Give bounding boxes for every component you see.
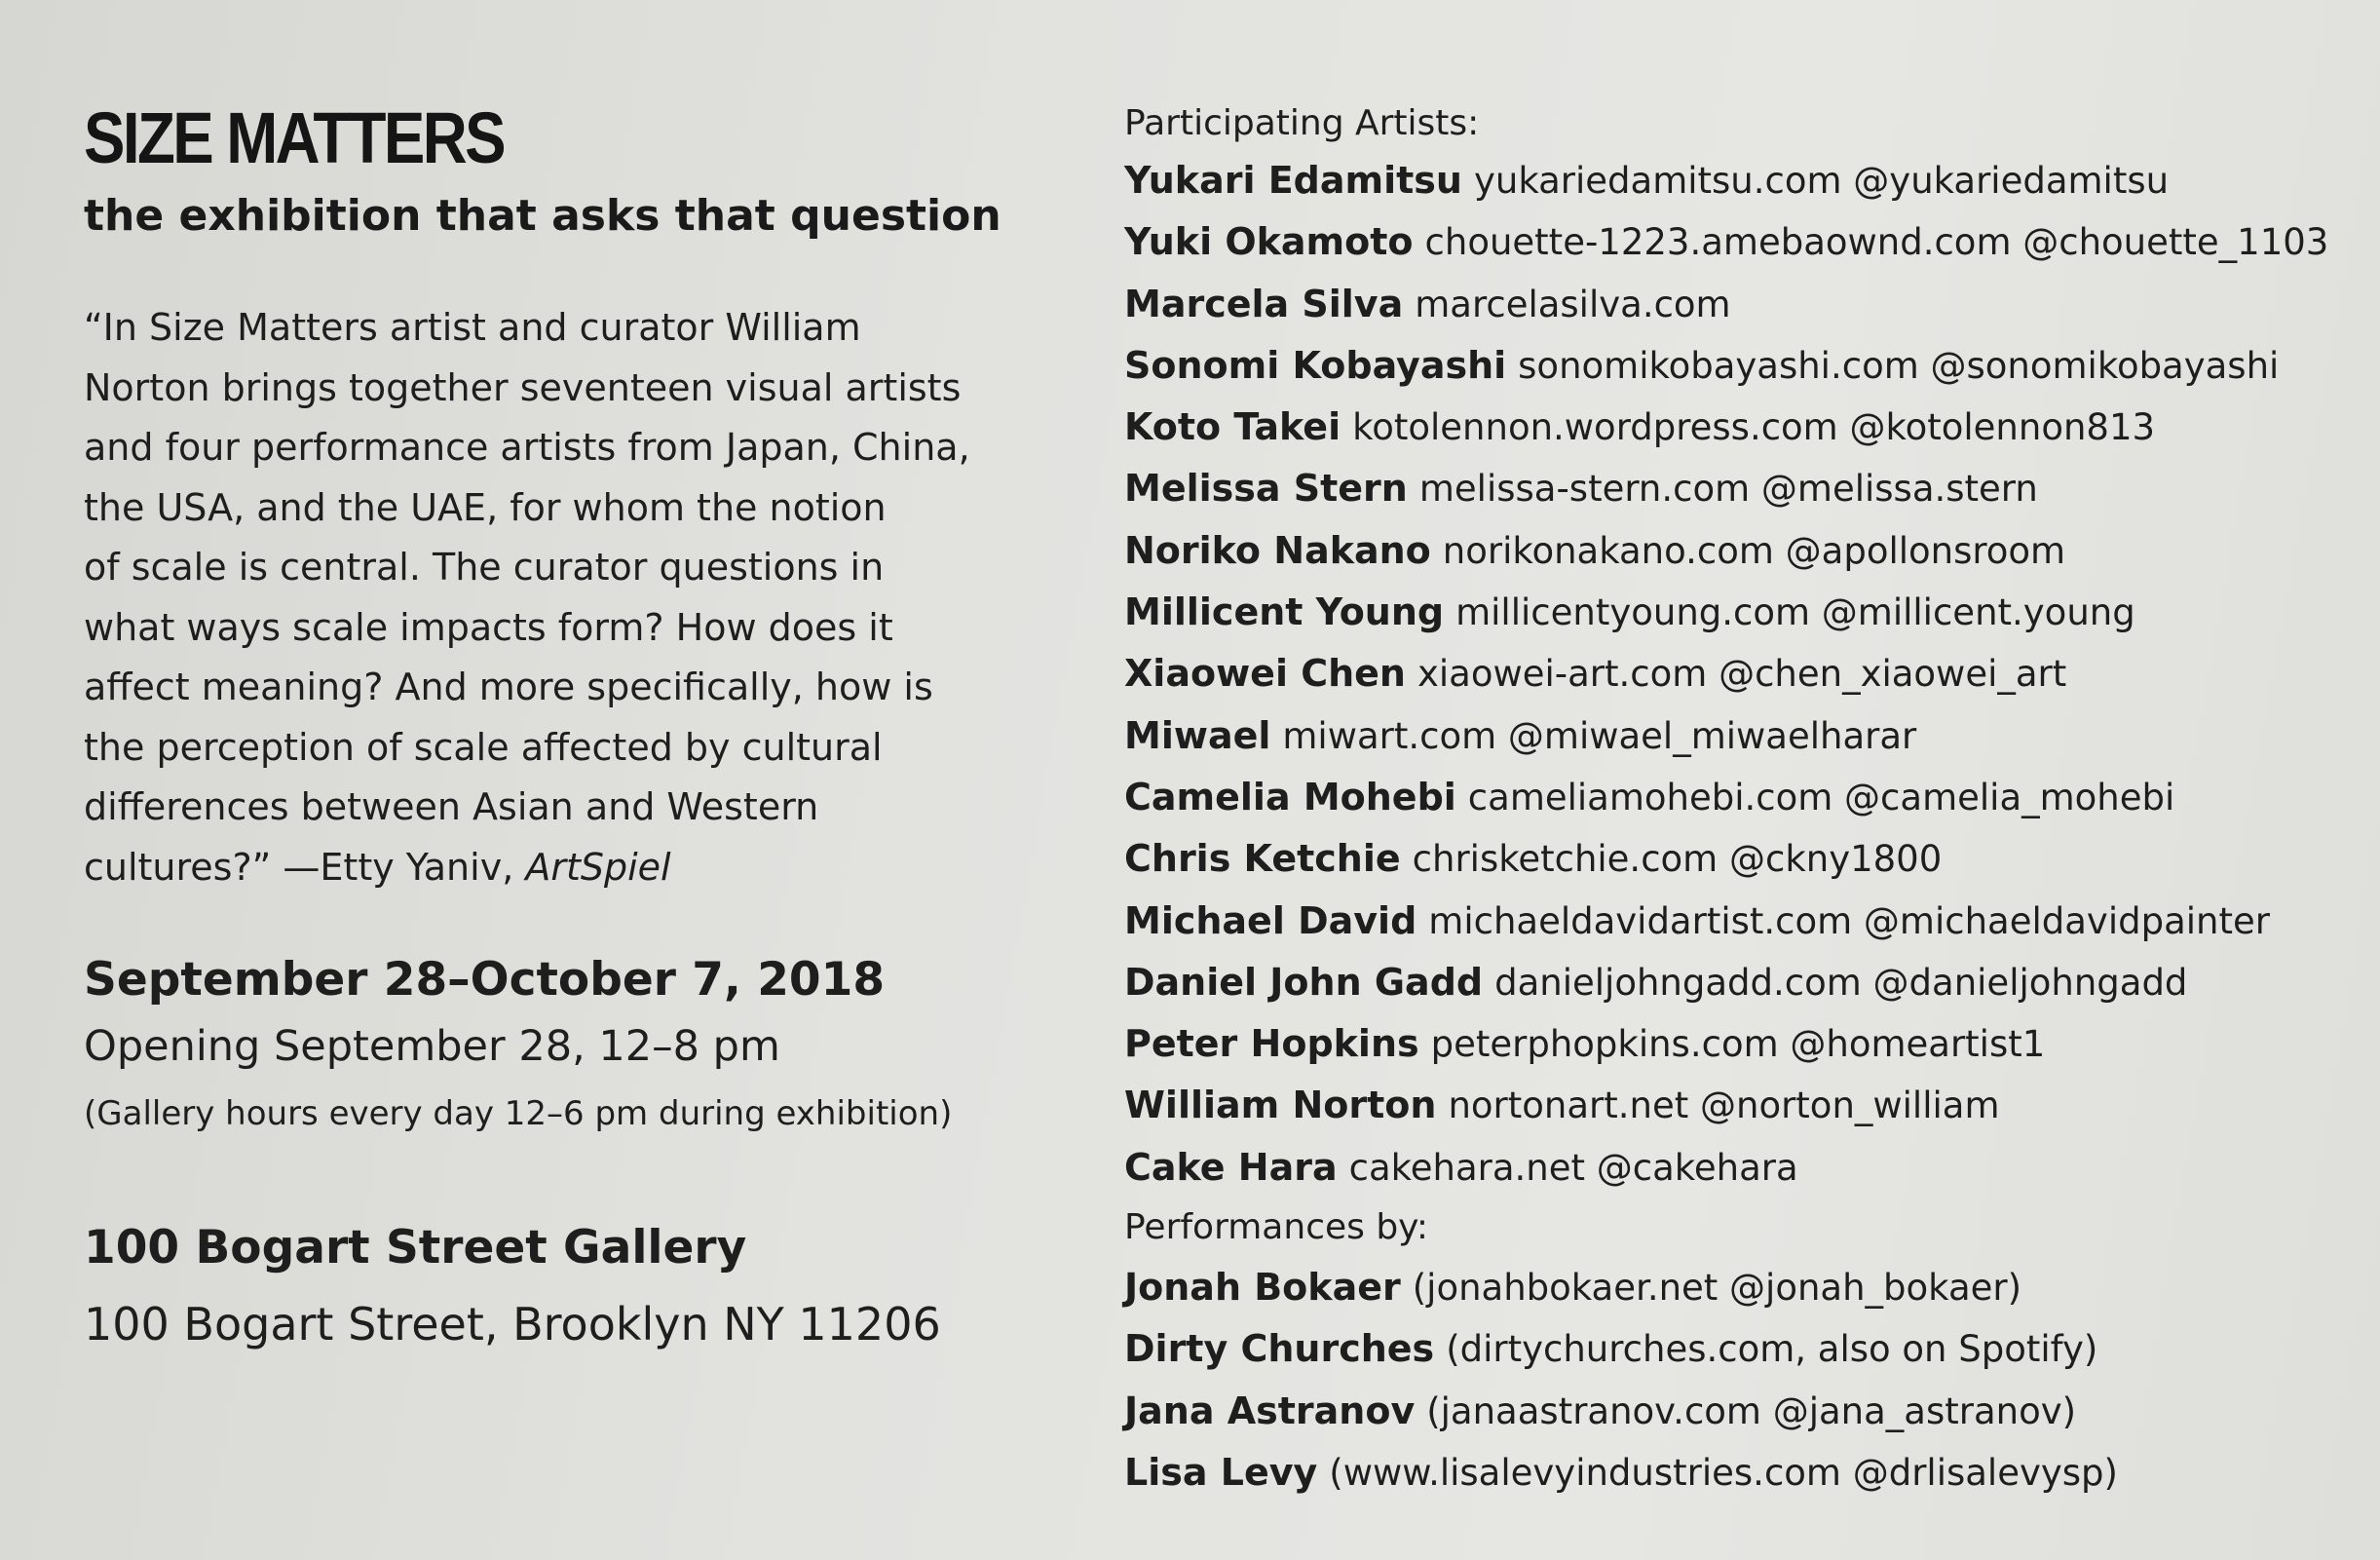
quote-line: the perception of scale affected by cultural: [84, 725, 883, 769]
quote-source: ArtSpiel: [525, 845, 671, 889]
artist-name: Xiaowei Chen: [1124, 652, 1406, 696]
quote-last-line: cultures?” —Etty Yaniv,: [84, 845, 526, 889]
artist-info: chouette-1223.amebaownd.com @chouette_1103: [1424, 221, 2329, 264]
curator-quote: [84, 298, 1058, 897]
artist-row: [1124, 952, 2352, 1013]
artists-column: [1124, 97, 2352, 1503]
opening-time: Opening September 28, 12–8 pm: [84, 1022, 780, 1071]
performer-info: (jonahbokaer.net @jonah_bokaer): [1412, 1267, 2022, 1310]
gallery-name: 100 Bogart Street Gallery: [84, 1221, 747, 1275]
artist-name: Camelia Mohebi: [1124, 775, 1456, 818]
artist-row: [1124, 211, 2352, 273]
artist-row: [1124, 274, 2352, 335]
artist-info: danieljohngadd.com @danieljohngadd: [1494, 961, 2188, 1004]
performer-info: (janaastranov.com @jana_astranov): [1426, 1389, 2077, 1432]
performer-row: [1124, 1442, 2352, 1503]
artist-info: millicentyoung.com @millicent.young: [1455, 591, 2135, 634]
gallery-hours: (Gallery hours every day 12–6 pm during exhibition): [84, 1094, 953, 1133]
exhibition-subtitle: the exhibition that asks that question: [84, 191, 1001, 241]
artist-name: Yukari Edamitsu: [1124, 159, 1462, 202]
artist-name: Cake Hara: [1124, 1145, 1338, 1189]
artists-heading: Participating Artists:: [1124, 103, 1480, 143]
artist-row: [1124, 828, 2352, 890]
performer-row: [1124, 1318, 2352, 1380]
artist-name: Sonomi Kobayashi: [1124, 343, 1507, 387]
performer-name: Lisa Levy: [1124, 1450, 1318, 1494]
performances-heading: Performances by:: [1124, 1207, 1428, 1248]
artist-name: Melissa Stern: [1124, 467, 1408, 511]
artist-info: miwart.com @miwael_miwaelharar: [1282, 714, 1917, 757]
artist-row: [1124, 705, 2352, 767]
artist-info: cameliamohebi.com @camelia_mohebi: [1467, 776, 2175, 818]
quote-attribution-line: [84, 838, 1058, 898]
exhibition-dates: September 28–October 7, 2018: [84, 953, 886, 1007]
artist-row: [1124, 458, 2352, 519]
performer-name: Jonah Bokaer: [1124, 1266, 1401, 1310]
artist-row: [1124, 891, 2352, 952]
artist-name: William Norton: [1124, 1084, 1437, 1127]
artist-row: [1124, 582, 2352, 643]
performer-row: [1124, 1381, 2352, 1442]
performer-row: [1124, 1257, 2352, 1318]
performer-info: (www.lisalevyindustries.com @drlisalevysp): [1329, 1451, 2118, 1494]
quote-line: Norton brings together seventeen visual artists: [84, 365, 962, 409]
artist-name: Noriko Nakano: [1124, 528, 1431, 572]
artist-info: melissa-stern.com @melissa.stern: [1418, 468, 2038, 511]
artist-info: chrisketchie.com @ckny1800: [1412, 838, 1943, 881]
artist-info: cakehara.net @cakehara: [1348, 1146, 1798, 1189]
artist-name: Yuki Okamoto: [1124, 220, 1414, 264]
quote-line: the USA, and the UAE, for whom the notion: [84, 485, 887, 529]
artist-row: [1124, 397, 2352, 458]
gallery-address: 100 Bogart Street, Brooklyn NY 11206: [84, 1298, 941, 1351]
artist-name: Koto Takei: [1124, 405, 1341, 449]
artist-info: marcelasilva.com: [1415, 283, 1731, 325]
artist-row: [1124, 643, 2352, 704]
artist-info: xiaowei-art.com @chen_xiaowei_art: [1417, 653, 2067, 696]
artist-info: norikonakano.com @apollonsroom: [1442, 529, 2066, 572]
quote-line: “In Size Matters artist and curator William: [84, 306, 861, 349]
artist-row: [1124, 335, 2352, 397]
artist-name: Marcela Silva: [1124, 282, 1404, 325]
performer-name: Jana Astranov: [1124, 1389, 1416, 1432]
artist-row: [1124, 1075, 2352, 1136]
artist-info: peterphopkins.com @homeartist1: [1430, 1023, 2046, 1066]
performer-info: (dirtychurches.com, also on Spotify): [1446, 1328, 2098, 1371]
artist-row: [1124, 520, 2352, 582]
artist-info: kotolennon.wordpress.com @kotolennon813: [1352, 406, 2156, 449]
artist-name: Michael David: [1124, 898, 1417, 942]
artist-row: [1124, 150, 2352, 211]
exhibition-title: SIZE MATTERS: [84, 97, 505, 178]
artist-row: [1124, 767, 2352, 828]
artist-row: [1124, 1137, 2352, 1199]
quote-line: what ways scale impacts form? How does it: [84, 605, 893, 649]
artist-info: sonomikobayashi.com @sonomikobayashi: [1518, 344, 2280, 387]
quote-line: differences between Asian and Western: [84, 785, 819, 828]
artist-info: michaeldavidartist.com @michaeldavidpainter: [1428, 899, 2270, 942]
quote-line: and four performance artists from Japan, China,: [84, 426, 970, 469]
artist-info: yukariedamitsu.com @yukariedamitsu: [1473, 160, 2170, 202]
artist-name: Millicent Young: [1124, 590, 1445, 634]
artist-name: Daniel John Gadd: [1124, 960, 1484, 1004]
artist-name: Miwael: [1124, 713, 1271, 757]
performer-name: Dirty Churches: [1124, 1327, 1435, 1371]
artist-name: Chris Ketchie: [1124, 837, 1401, 881]
artist-row: [1124, 1013, 2352, 1075]
exhibition-info: [84, 97, 1058, 1363]
artist-name: Peter Hopkins: [1124, 1022, 1419, 1066]
quote-line: of scale is central. The curator questions in: [84, 546, 885, 589]
quote-line: affect meaning? And more specifically, how is: [84, 666, 933, 708]
artist-info: nortonart.net @norton_william: [1448, 1084, 2000, 1127]
